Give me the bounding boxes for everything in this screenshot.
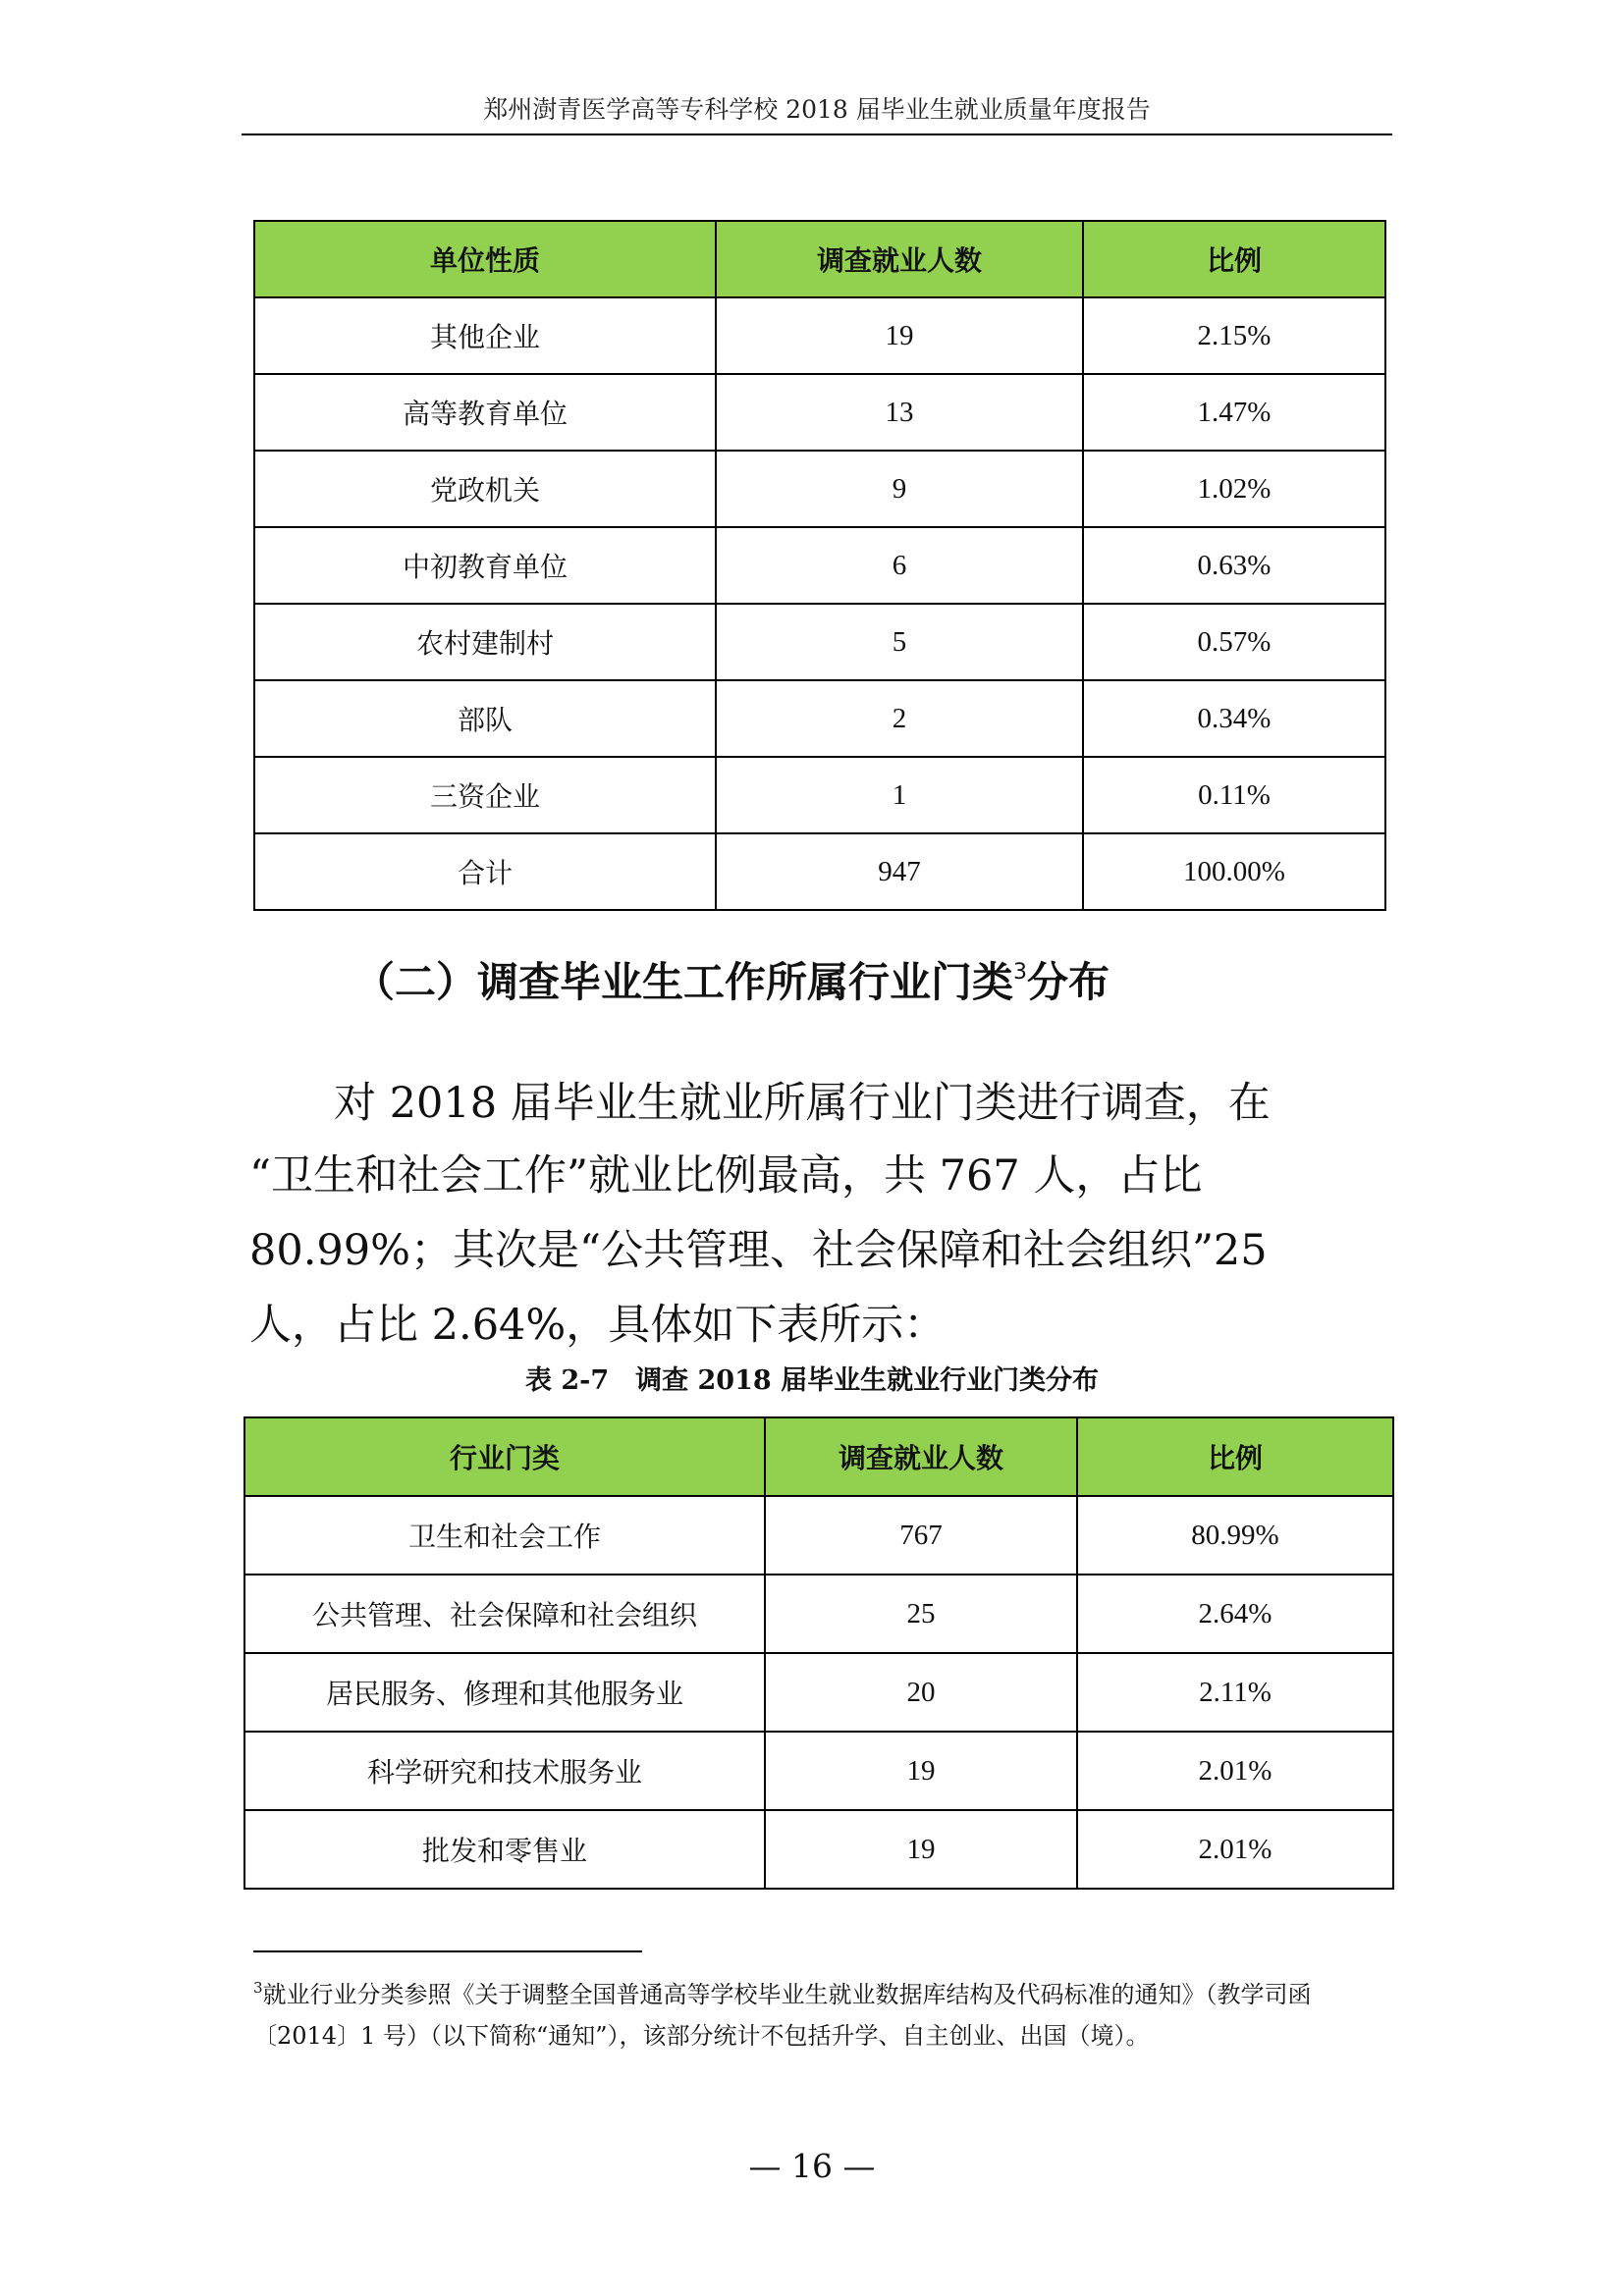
paragraph-line: 人，占比 2.64%，具体如下表所示：	[249, 1301, 947, 1350]
table-cell: 批发和零售业	[244, 1810, 765, 1889]
table-cell: 2.01%	[1077, 1810, 1393, 1889]
table-row	[244, 1653, 1393, 1732]
table-cell: 13	[716, 374, 1083, 451]
table-cell: 25	[765, 1575, 1077, 1653]
table-row	[254, 374, 1385, 451]
table-cell: 高等教育单位	[254, 374, 716, 451]
table-total-row	[254, 833, 1385, 910]
table-row	[254, 527, 1385, 604]
table-cell: 6	[716, 527, 1083, 604]
table-cell: 2	[716, 680, 1083, 757]
running-header: 郑州澍青医学高等专科学校 2018 届毕业生就业质量年度报告	[483, 95, 1151, 124]
table-cell: 947	[716, 833, 1083, 910]
table-cell: 部队	[254, 680, 716, 757]
table-cell: 党政机关	[254, 451, 716, 527]
column-header: 调查就业人数	[716, 221, 1083, 297]
table-cell: 2.64%	[1077, 1575, 1393, 1653]
table-cell: 2.01%	[1077, 1732, 1393, 1810]
header-rule	[242, 133, 1392, 135]
table-cell: 767	[765, 1496, 1077, 1575]
table-cell: 0.11%	[1083, 757, 1385, 833]
footnote-text: 就业行业分类参照《关于调整全国普通高等学校毕业生就业数据库结构及代码标准的通知》（教学司函〔2014〕1 号）（以下简称“通知”），该部分统计不包括升学、自主创业、出国（境）。	[253, 1981, 1312, 2050]
column-header: 比例	[1083, 221, 1385, 297]
table-cell: 其他企业	[254, 297, 716, 374]
column-header: 比例	[1077, 1417, 1393, 1496]
table-cell: 0.63%	[1083, 527, 1385, 604]
footnote	[253, 1967, 1382, 2056]
table-cell: 2.15%	[1083, 297, 1385, 374]
table-cell: 合计	[254, 833, 716, 910]
table-cell: 0.34%	[1083, 680, 1385, 757]
table-cell: 9	[716, 451, 1083, 527]
table-row	[244, 1732, 1393, 1810]
employer-type-table	[253, 220, 1386, 911]
table-row	[244, 1810, 1393, 1889]
table-row	[254, 757, 1385, 833]
table-cell: 1.02%	[1083, 451, 1385, 527]
table-caption: 表 2-7 调查 2018 届毕业生就业行业门类分布	[524, 1365, 1100, 1396]
table-row	[244, 1575, 1393, 1653]
footnote-separator	[253, 1950, 642, 1952]
table-header-row	[254, 221, 1385, 297]
paragraph-line: 对 2018 届毕业生就业所属行业门类进行调查，在	[334, 1079, 1271, 1128]
footnote-mark: 3	[253, 1979, 263, 1997]
table-row	[254, 604, 1385, 680]
table-row	[254, 297, 1385, 374]
section-title-end: 分布	[1027, 958, 1110, 1006]
table-cell: 80.99%	[1077, 1496, 1393, 1575]
table-cell: 农村建制村	[254, 604, 716, 680]
column-header: 调查就业人数	[765, 1417, 1077, 1496]
footnote-reference[interactable]: 3	[1013, 960, 1028, 985]
paragraph-line: 80.99%；其次是“公共管理、社会保障和社会组织”25	[249, 1226, 1268, 1275]
table-row	[254, 451, 1385, 527]
table-cell: 居民服务、修理和其他服务业	[244, 1653, 765, 1732]
table-cell: 19	[716, 297, 1083, 374]
table-cell: 2.11%	[1077, 1653, 1393, 1732]
table-cell: 19	[765, 1732, 1077, 1810]
table-cell: 19	[765, 1810, 1077, 1889]
section-heading	[353, 950, 1110, 1009]
table-cell: 1.47%	[1083, 374, 1385, 451]
table-cell: 1	[716, 757, 1083, 833]
table-row	[244, 1496, 1393, 1575]
table-cell: 三资企业	[254, 757, 716, 833]
table-cell: 0.57%	[1083, 604, 1385, 680]
paragraph-line: “卫生和社会工作”就业比例最高，共 767 人，占比	[249, 1151, 1203, 1201]
table-cell: 中初教育单位	[254, 527, 716, 604]
table-cell: 20	[765, 1653, 1077, 1732]
table-cell: 科学研究和技术服务业	[244, 1732, 765, 1810]
table-cell: 卫生和社会工作	[244, 1496, 765, 1575]
table-row	[254, 680, 1385, 757]
section-title: （二）调查毕业生工作所属行业门类	[353, 958, 1014, 1006]
column-header: 行业门类	[244, 1417, 765, 1496]
table-cell: 公共管理、社会保障和社会组织	[244, 1575, 765, 1653]
table-header-row	[244, 1417, 1393, 1496]
column-header: 单位性质	[254, 221, 716, 297]
page-number: — 16 —	[748, 2147, 876, 2185]
industry-table	[244, 1416, 1394, 1890]
table-cell: 100.00%	[1083, 833, 1385, 910]
table-cell: 5	[716, 604, 1083, 680]
